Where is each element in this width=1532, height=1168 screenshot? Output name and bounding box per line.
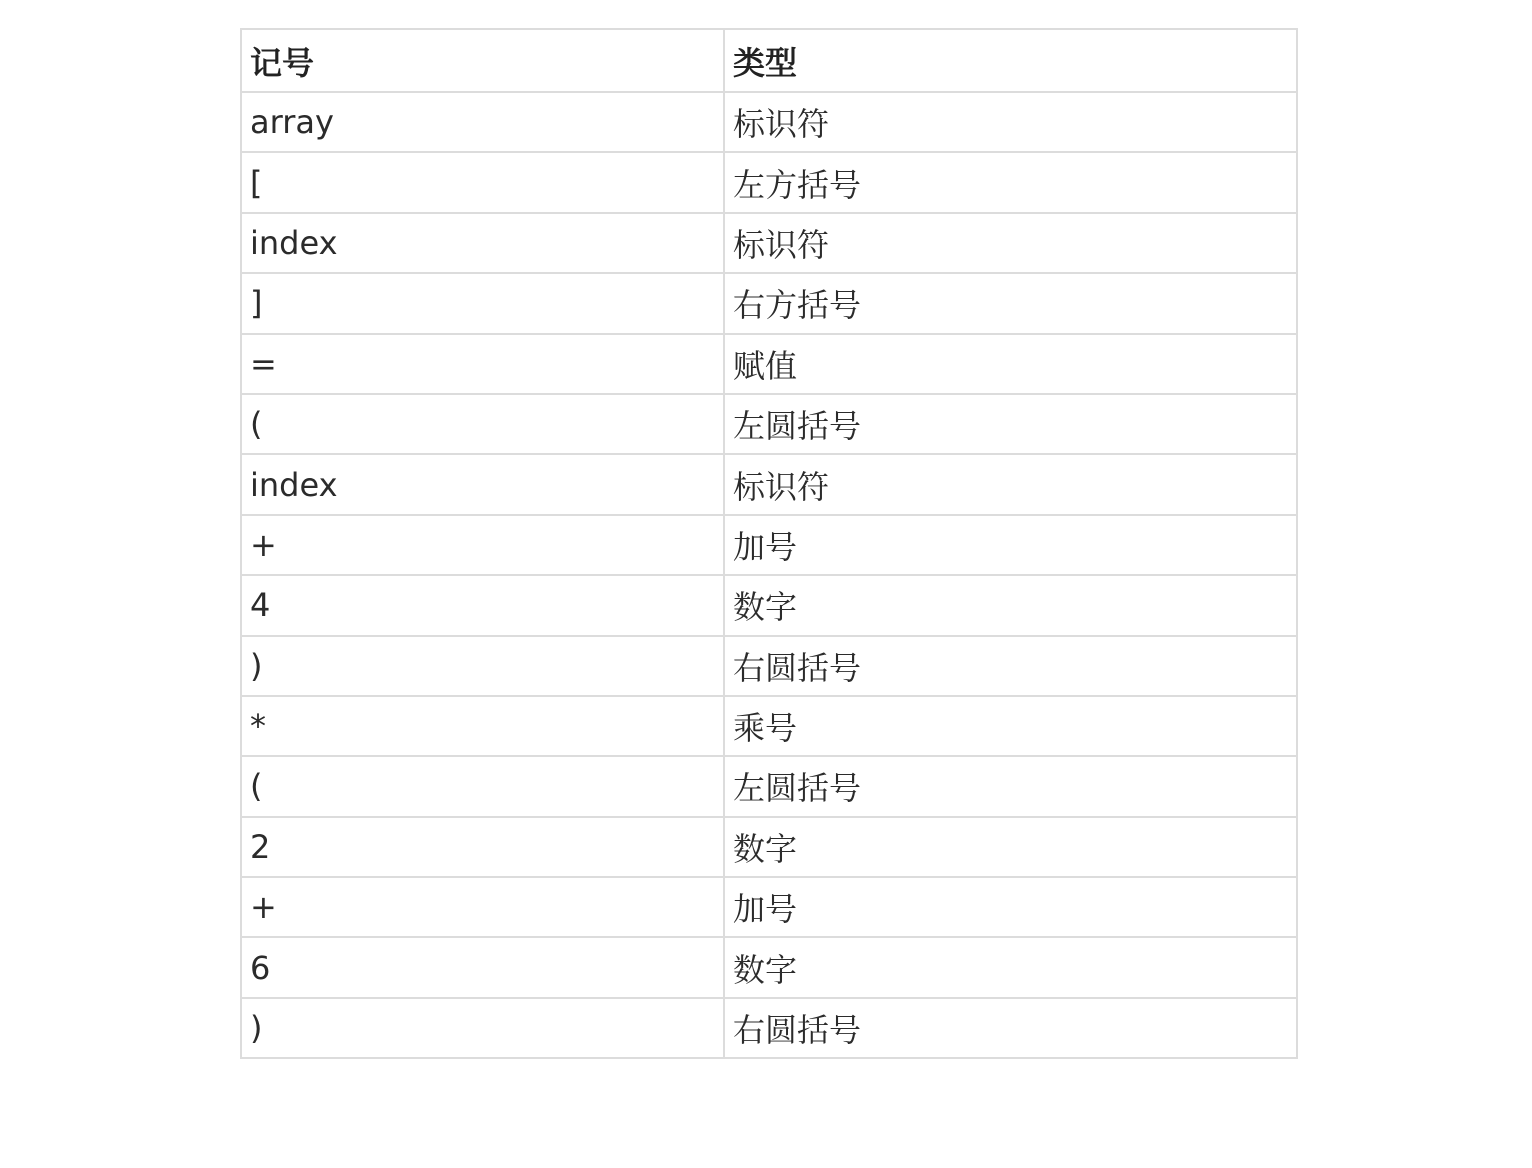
table-row [241, 334, 1297, 394]
type-cell: 右圆括号 [724, 998, 1297, 1058]
token-cell: ) [241, 636, 724, 696]
type-cell: 右方括号 [724, 273, 1297, 333]
token-cell: ] [241, 273, 724, 333]
type-cell: 加号 [724, 515, 1297, 575]
table-row [241, 998, 1297, 1058]
token-cell: ( [241, 394, 724, 454]
table-row [241, 515, 1297, 575]
type-cell: 左圆括号 [724, 394, 1297, 454]
table-row [241, 454, 1297, 514]
type-cell: 标识符 [724, 213, 1297, 273]
token-cell: * [241, 696, 724, 756]
header-type: 类型 [724, 29, 1297, 92]
table-row [241, 394, 1297, 454]
token-cell: + [241, 515, 724, 575]
type-cell: 乘号 [724, 696, 1297, 756]
type-cell: 左方括号 [724, 152, 1297, 212]
token-table [240, 28, 1298, 1059]
type-cell: 标识符 [724, 454, 1297, 514]
type-cell: 右圆括号 [724, 636, 1297, 696]
token-cell: array [241, 92, 724, 152]
token-cell: index [241, 454, 724, 514]
token-cell: [ [241, 152, 724, 212]
type-cell: 标识符 [724, 92, 1297, 152]
table-row [241, 213, 1297, 273]
token-cell: 4 [241, 575, 724, 635]
table-row [241, 937, 1297, 997]
type-cell: 数字 [724, 575, 1297, 635]
table-row [241, 92, 1297, 152]
token-cell: ( [241, 756, 724, 816]
token-cell: 6 [241, 937, 724, 997]
table-row [241, 756, 1297, 816]
token-cell: index [241, 213, 724, 273]
token-cell: = [241, 334, 724, 394]
token-cell: 2 [241, 817, 724, 877]
type-cell: 加号 [724, 877, 1297, 937]
type-cell: 左圆括号 [724, 756, 1297, 816]
type-cell: 数字 [724, 817, 1297, 877]
table-header-row [241, 29, 1297, 92]
header-token: 记号 [241, 29, 724, 92]
table-row [241, 273, 1297, 333]
table-row [241, 575, 1297, 635]
table-row [241, 877, 1297, 937]
token-cell: ) [241, 998, 724, 1058]
table-row [241, 696, 1297, 756]
table-row [241, 152, 1297, 212]
table-row [241, 817, 1297, 877]
type-cell: 赋值 [724, 334, 1297, 394]
type-cell: 数字 [724, 937, 1297, 997]
table-row [241, 636, 1297, 696]
token-cell: + [241, 877, 724, 937]
